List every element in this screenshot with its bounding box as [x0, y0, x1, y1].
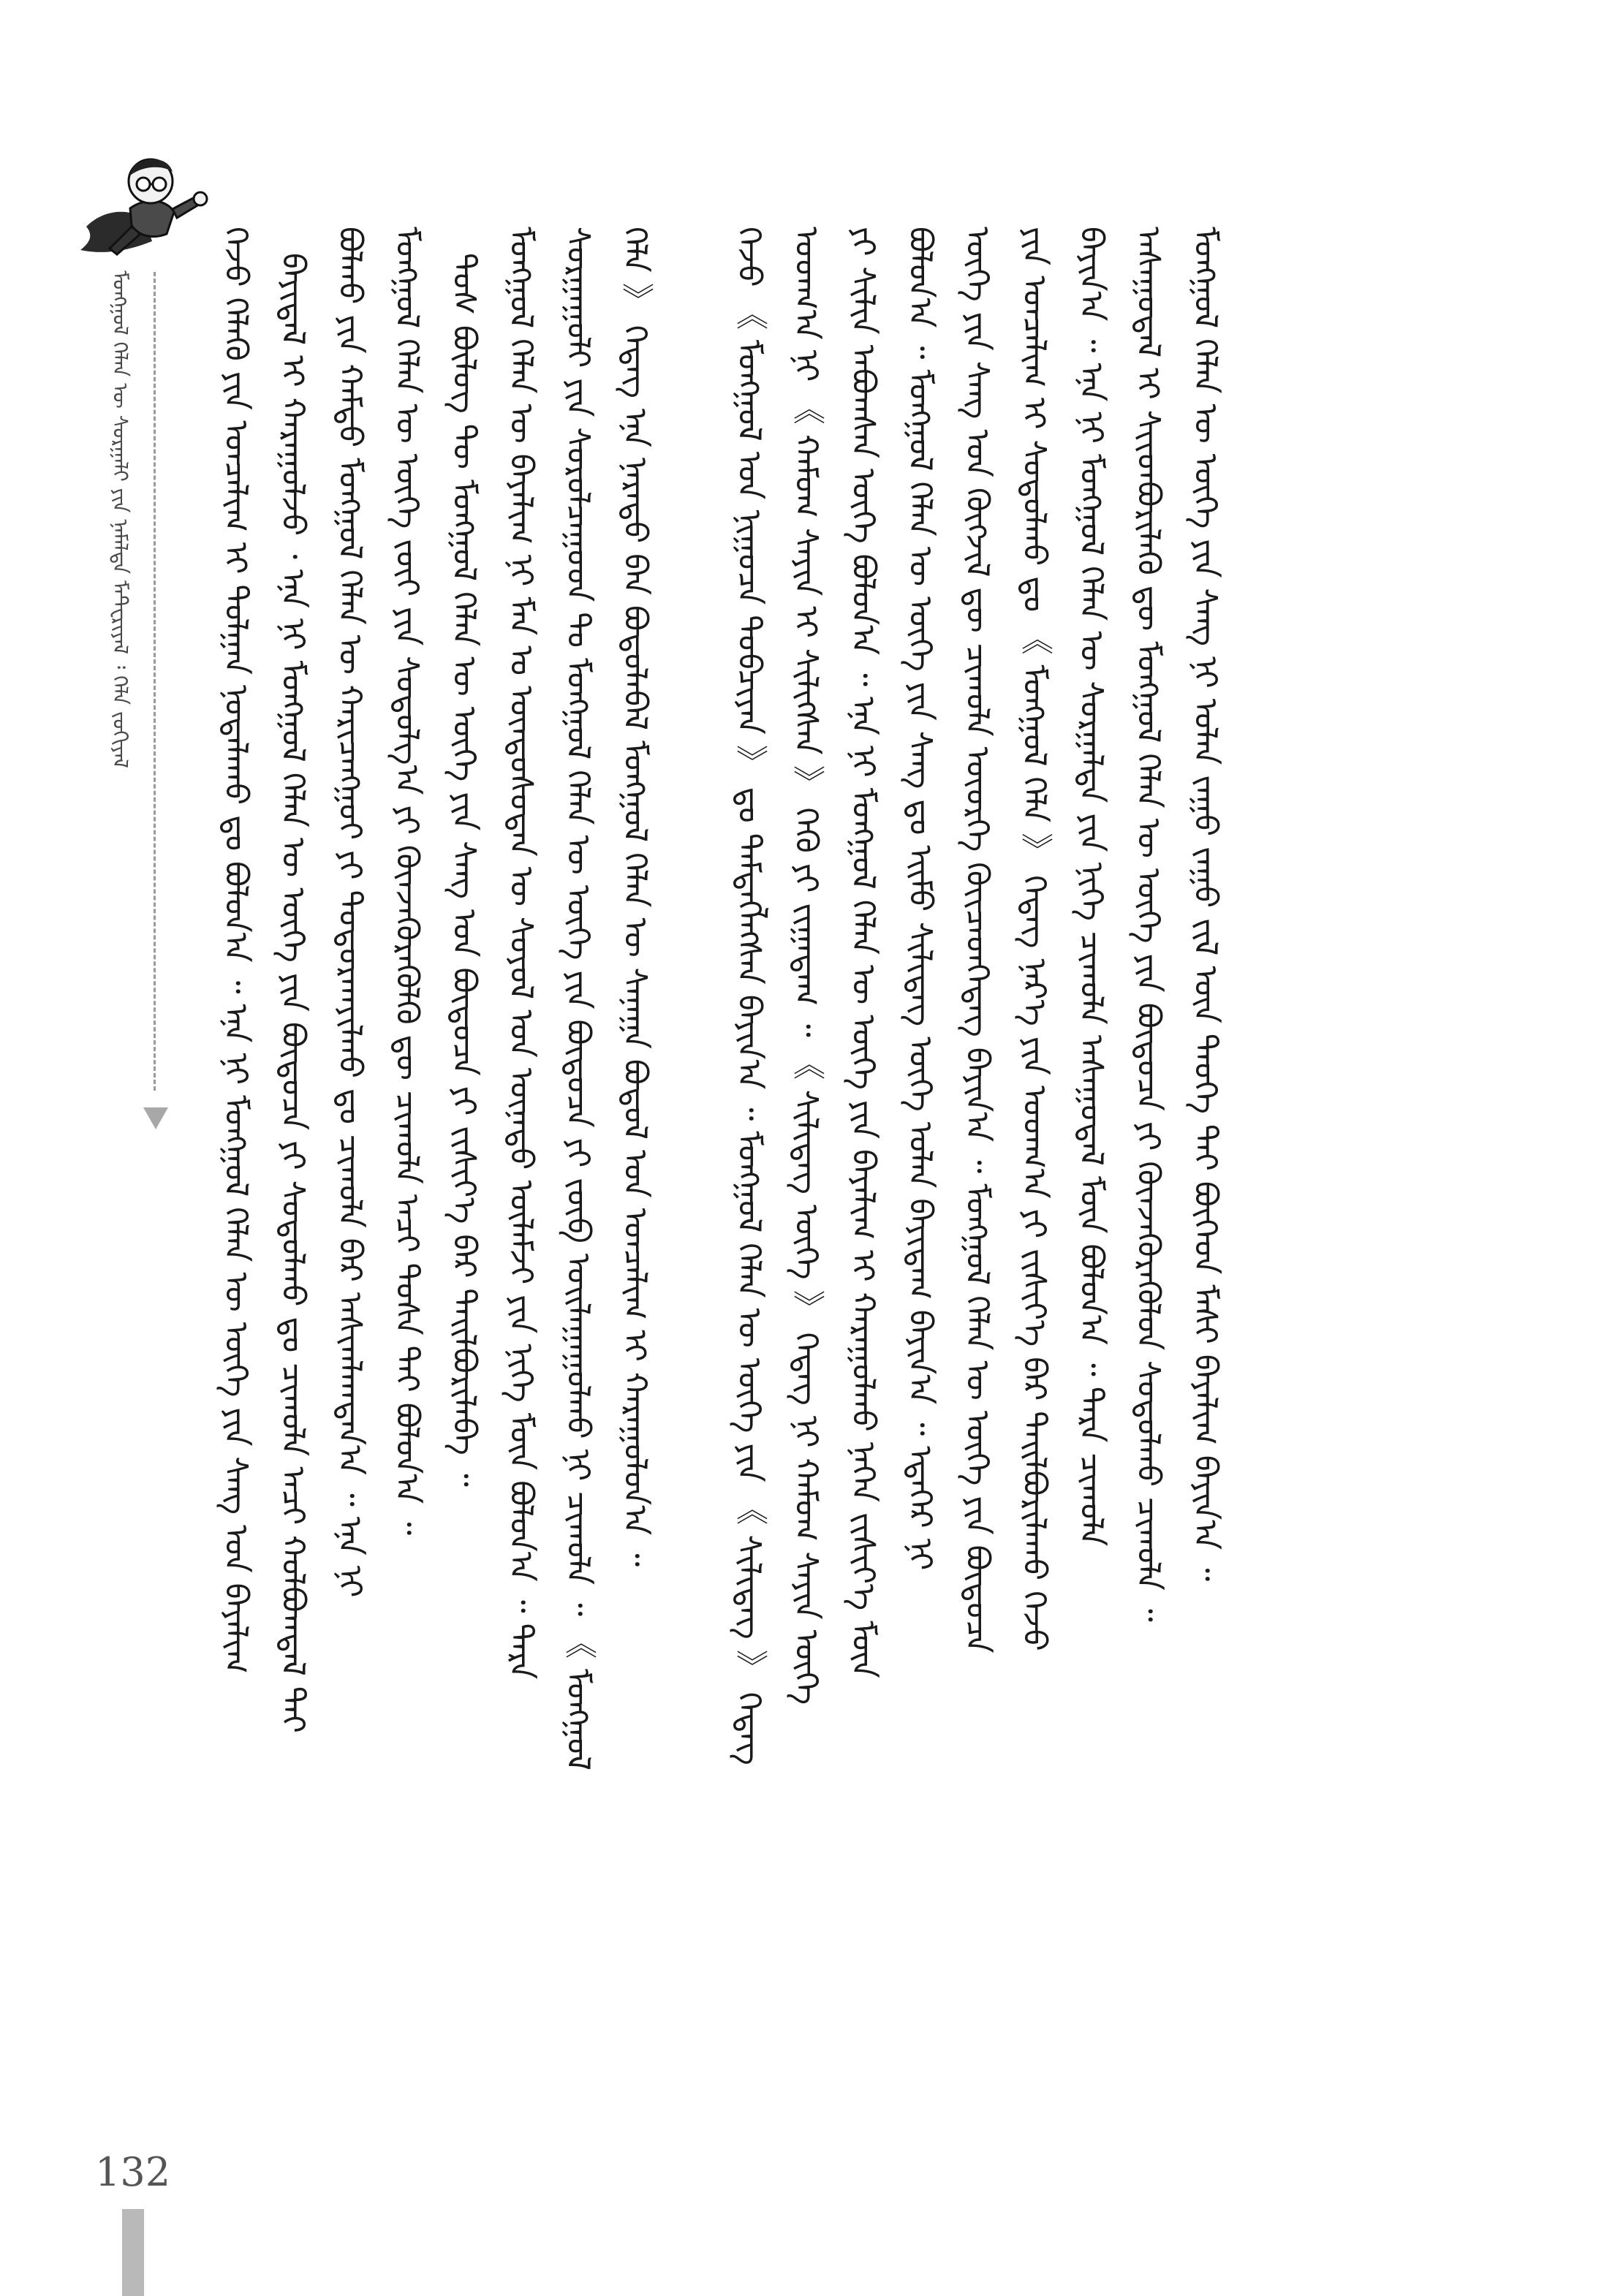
text-line: ᠪᠣᠯᠤᠨ᠎ᠠ ᠃ ᠮᠣᠩᠭᠣᠯ ᠬᠡᠯᠡᠨ ᠦ ᠦᠭᠡ ᠶᠢᠨ ᠰᠠᠩ ᠳᠤ ᠡᠢᠮᠦ ᠰᠢᠯᠢᠳᠡᠭ ᠦᠭᠡ ᠣᠯᠠᠨ ᠪᠠᠶᠢᠳᠠᠭ ᠪᠠᠶᠢᠨ᠎ᠠ ᠃ ᠡᠳᠡᠭᠡᠷ ᠨᠢ [901, 227, 939, 1571]
page-edge-tab [122, 2209, 144, 2296]
text-line [1246, 227, 1278, 2171]
text-line: ᠮᠣᠩᠭᠣᠯ ᠬᠡᠯᠡᠨ ᠦ ᠪᠠᠶᠠᠯᠢᠭ ᠨᠢ ᠮᠠᠨ ᠤ ᠦᠨᠳᠦᠰᠦᠲᠡᠨ ᠦ ᠰᠣᠶᠣᠯ ᠤᠨ ᠦᠨᠡᠲᠦ ᠦᠯᠡᠮᠵᠢ ᠶᠢᠨ ᠨᠢᠭᠡ ᠮᠥᠨ ᠪᠣᠯᠤᠨ᠎ᠠ ᠃ ᠲᠡᠷᠡ [502, 227, 540, 1680]
text-line: ᠮᠣᠩᠭᠣᠯ ᠬᠡᠯᠡᠨ ᠦ ᠦᠭᠡ ᠶᠢᠨ ᠰᠠᠩ ᠨᠢ ᠣᠯᠠᠨ ᠵᠠᠭᠤ ᠵᠠᠭᠤ ᠵᠢᠯ ᠦᠨ ᠲᠡᠦᠬᠡ ᠲᠠᠢ ᠪᠥᠭᠡᠳ ᠮᠠᠰᠢ ᠪᠠᠶᠠᠯᠢᠭ ᠪᠠᠶᠢᠨ᠎ᠠ ᠃ [1187, 227, 1224, 1582]
text-line: ᠶᠢᠨ ᠣᠨᠴᠠᠯᠢᠭ ᠢ ᠰᠤᠳᠤᠯᠬᠤ ᠳᠤ 《 ᠮᠣᠩᠭᠣᠯ ᠬᠡᠯᠡ 》 ᠭᠡᠳᠡᠭ ᠨᠡᠷ᠎ᠡ ᠶᠢᠨ ᠤᠳᠬ᠎ᠠ ᠶᠢ ᠵᠢᠱᠢᠶ᠎ᠡ ᠪᠡᠷ ᠲᠠᠢᠯᠪᠤᠷᠢᠯᠠᠬᠤ ᠭᠡᠵᠦ [1015, 227, 1053, 1651]
body-text [219, 227, 1303, 2171]
text-line: ᠲᠤᠰ ᠪᠦᠯᠦᠭ ᠲᠦ ᠮᠣᠩᠭᠣᠯ ᠬᠡᠯᠡᠨ ᠦ ᠦᠭᠡ ᠶᠢᠨ ᠰᠠᠩ ᠤᠨ ᠪᠦᠲᠦᠴᠡ ᠶᠢ ᠵᠢᠱᠢᠶ᠎ᠡ ᠪᠡᠷ ᠲᠠᠢᠯᠪᠤᠷᠢᠯᠠᠪᠠ ᠃ [445, 253, 483, 1487]
text-line: ᠪᠣᠯᠬᠤ ᠶᠢᠨ ᠬᠠᠮᠲᠤ ᠮᠣᠩᠭᠣᠯ ᠬᠡᠯᠡᠨ ᠦ ᠬᠠᠷᠢᠴᠠᠩᠭᠤᠢ ᠶᠢ ᠲᠣᠳᠤᠷᠬᠠᠶᠢᠯᠬᠤ ᠳᠤ ᠴᠢᠬᠤᠯᠠ ᠪᠠᠷ ᠠᠰᠢᠭᠯᠠᠭᠳᠠᠨ᠎ᠠ ᠃ ᠡᠨᠡ ᠨᠢ [331, 227, 368, 1598]
text-line: ᠪᠠᠶᠢᠳᠠᠯ ᠢ ᠬᠠᠷᠠᠭᠤᠯᠵᠤ ᠂ ᠡᠨᠡ ᠨᠢ ᠮᠣᠩᠭᠣᠯ ᠬᠡᠯᠡᠨ ᠦ ᠦᠭᠡ ᠶᠢᠨ ᠪᠦᠲᠦᠴᠡ ᠶᠢ ᠰᠤᠳᠤᠯᠬᠤ ᠳᠤ ᠴᠢᠬᠤᠯᠠ ᠠᠴᠢ ᠬᠣᠯᠪᠤᠭᠳᠠᠯ ᠲᠠᠢ [274, 253, 311, 1733]
text-line: ᠭᠡᠵᠦ ᠬᠡᠯᠡᠬᠦ ᠶᠢᠨ ᠣᠨᠴᠠᠯᠢᠭ ᠢ ᠲᠤᠯᠭᠠᠨ ᠨᠣᠲᠠᠯᠠᠬᠤ ᠳᠤ ᠪᠣᠯᠤᠨ᠎ᠠ ᠃ ᠡᠨᠡ ᠨᠢ ᠮᠣᠩᠭᠣᠯ ᠬᠡᠯᠡᠨ ᠦ ᠦᠭᠡ ᠶᠢᠨ ᠰᠠᠩ ᠤᠨ ᠪᠠᠶᠠᠯᠢᠭ [217, 227, 254, 1674]
text-line: ᠮᠣᠩᠭᠣᠯ ᠬᠡᠯᠡᠨ ᠦ ᠦᠭᠡ ᠵᠦᠢ ᠶᠢᠨ ᠰᠤᠳᠤᠯᠭ᠎ᠠ ᠶᠢ ᠭᠦᠨᠵᠡᠭᠦᠷᠡᠭᠦᠯᠬᠦ ᠳᠦ ᠴᠢᠬᠤᠯᠠ ᠠᠴᠢ ᠲᠤᠰᠠ ᠲᠠᠢ ᠪᠣᠯᠤᠨ᠎ᠠ ᠃ [388, 227, 425, 1536]
flying-boy-mascot-icon [64, 139, 225, 270]
text-line: ᠦᠭᠡ ᠶᠢᠨ ᠰᠠᠩ ᠤᠨ ᠬᠥᠭᠵᠢᠯ ᠳᠦ ᠴᠢᠬᠤᠯᠠ ᠦᠦᠷᠭᠡ ᠭᠦᠢᠴᠡᠳᠭᠡᠳᠡᠭ ᠪᠠᠶᠢᠨ᠎ᠠ ᠃ ᠮᠣᠩᠭᠣᠯ ᠬᠡᠯᠡᠨ ᠦ ᠦᠭᠡ ᠶᠢᠨ ᠪᠦᠲᠦᠴᠡ [958, 227, 996, 1653]
dashed-divider [154, 272, 156, 1091]
page-number: 132 [95, 2149, 171, 2195]
text-line: ᠪᠠᠶᠢᠨ᠎ᠠ ᠃ ᠡᠨᠡ ᠨᠢ ᠮᠣᠩᠭᠣᠯ ᠬᠡᠯᠡᠨ ᠦ ᠰᠤᠷᠭᠠᠯᠲᠠ ᠶᠢᠨ ᠨᠢᠭᠡ ᠴᠢᠬᠤᠯᠠ ᠠᠰᠠᠭᠤᠳᠠᠯ ᠮᠥᠨ ᠪᠣᠯᠤᠨ᠎ᠠ ᠃ ᠲᠡᠷᠡ ᠴᠢᠬᠤᠯᠠ [1072, 227, 1110, 1547]
running-head: ᠮᠣᠩᠭᠣᠯ ᠬᠡᠯᠡᠨ ᠦ ᠰᠤᠷᠭᠠᠯᠢ ᠶᠢᠨ ᠨᠡᠮᠡᠯᠲᠡ ᠮᠠᠲᠧᠷᠢᠶᠠᠯ ᠄ ᠬᠡᠯᠡ ᠵᠣᠬᠢᠶᠠᠯ [108, 270, 132, 768]
text-line: ᠬᠡᠯᠡ 》 ᠭᠡᠳᠡᠭ ᠡᠨᠡ ᠨᠡᠷᠡᠲᠦ ᠪᠠᠨ ᠪᠣᠳᠤᠯᠠᠪᠠᠯ ᠮᠣᠩᠭᠣᠯ ᠬᠡᠯᠡᠨ ᠦ ᠰᠠᠨᠠᠭᠠ ᠪᠣᠳᠤᠯ ᠤᠨ ᠣᠨᠴᠠᠯᠢᠭ ᠢ ᠬᠠᠷᠠᠭᠤᠯᠤᠨ᠎ᠠ ᠃ [616, 227, 654, 1567]
text-line: ᠠᠰᠠᠭᠤᠳᠠᠯ ᠢ ᠰᠢᠢᠳᠪᠦᠷᠢᠯᠡᠬᠦ ᠳᠦ ᠮᠣᠩᠭᠣᠯ ᠬᠡᠯᠡᠨ ᠦ ᠦᠭᠡ ᠶᠢᠨ ᠪᠦᠲᠦᠴᠡ ᠶᠢ ᠭᠦᠨᠵᠡᠭᠦᠷᠡᠭᠦᠯᠦᠨ ᠰᠤᠳᠤᠯᠬᠤ ᠴᠢᠬᠤᠯᠠ ᠃ [1130, 227, 1167, 1622]
text-line: ᠭᠡᠵᠦ 《 ᠮᠣᠩᠭᠣᠯ ᠤᠨ ᠨᠢᠭᠤᠴᠠ ᠲᠣᠪᠴᠢᠶᠠᠨ 》 ᠳᠤ ᠲᠡᠮᠳᠡᠭᠯᠡᠭᠰᠡᠨ ᠪᠠᠶᠢᠨ᠎ᠠ ᠃ ᠮᠣᠩᠭᠣᠯ ᠬᠡᠯᠡᠨ ᠦ ᠦᠭᠡ ᠶᠢᠨ 《 ᠰᠢᠯᠢᠳᠡᠭ 》 ᠭᠡᠳᠡᠭ [730, 227, 768, 1765]
text-line: ᠤᠳᠬ᠎ᠠ ᠨᠢ 《 ᠬᠠᠮᠤᠭ ᠰᠠᠶᠢᠨ ᠢ ᠰᠢᠯᠢᠭᠰᠡᠨ 》 ᠭᠡᠬᠦ ᠶᠢ ᠵᠢᠭᠠᠳᠠᠭ ᠃ 《 ᠰᠢᠯᠢᠳᠡᠭ ᠦᠭᠡ 》 ᠭᠡᠳᠡᠭ ᠨᠢ ᠬᠠᠮᠤᠭ ᠰᠠᠶᠢᠨ ᠦᠭᠡ [787, 227, 825, 1705]
text-line: ᠰᠤᠷᠭᠠᠭᠤᠯᠢ ᠶᠢᠨ ᠰᠤᠷᠤᠯᠴᠠᠭᠤᠳ ᠲᠤ ᠮᠣᠩᠭᠣᠯ ᠬᠡᠯᠡᠨ ᠦ ᠦᠭᠡ ᠶᠢᠨ ᠪᠦᠲᠦᠴᠡ ᠶᠢ ᠵᠥᠪ ᠣᠢᠯᠠᠭᠠᠭᠤᠯᠬᠤ ᠨᠢ ᠴᠢᠬᠤᠯᠠ ᠃ 《 ᠮᠣᠩᠭᠣᠯ [559, 227, 597, 1771]
triangle-marker-icon [143, 1107, 168, 1129]
text-line [676, 227, 708, 2171]
text-line: ᠶᠢ ᠰᠢᠯᠢᠨ ᠠᠪᠤᠭᠰᠠᠨ ᠦᠭᠡ ᠪᠣᠯᠤᠨ᠎ᠠ ᠃ ᠡᠨᠡ ᠨᠢ ᠮᠣᠩᠭᠣᠯ ᠬᠡᠯᠡᠨ ᠦ ᠦᠭᠡ ᠶᠢᠨ ᠪᠠᠶᠠᠯᠢᠭ ᠢ ᠬᠠᠷᠠᠭᠤᠯᠬᠤ ᠨᠡᠭᠡᠨ ᠵᠢᠱᠢᠶ᠎ᠡ ᠮᠥᠨ [844, 227, 882, 1678]
